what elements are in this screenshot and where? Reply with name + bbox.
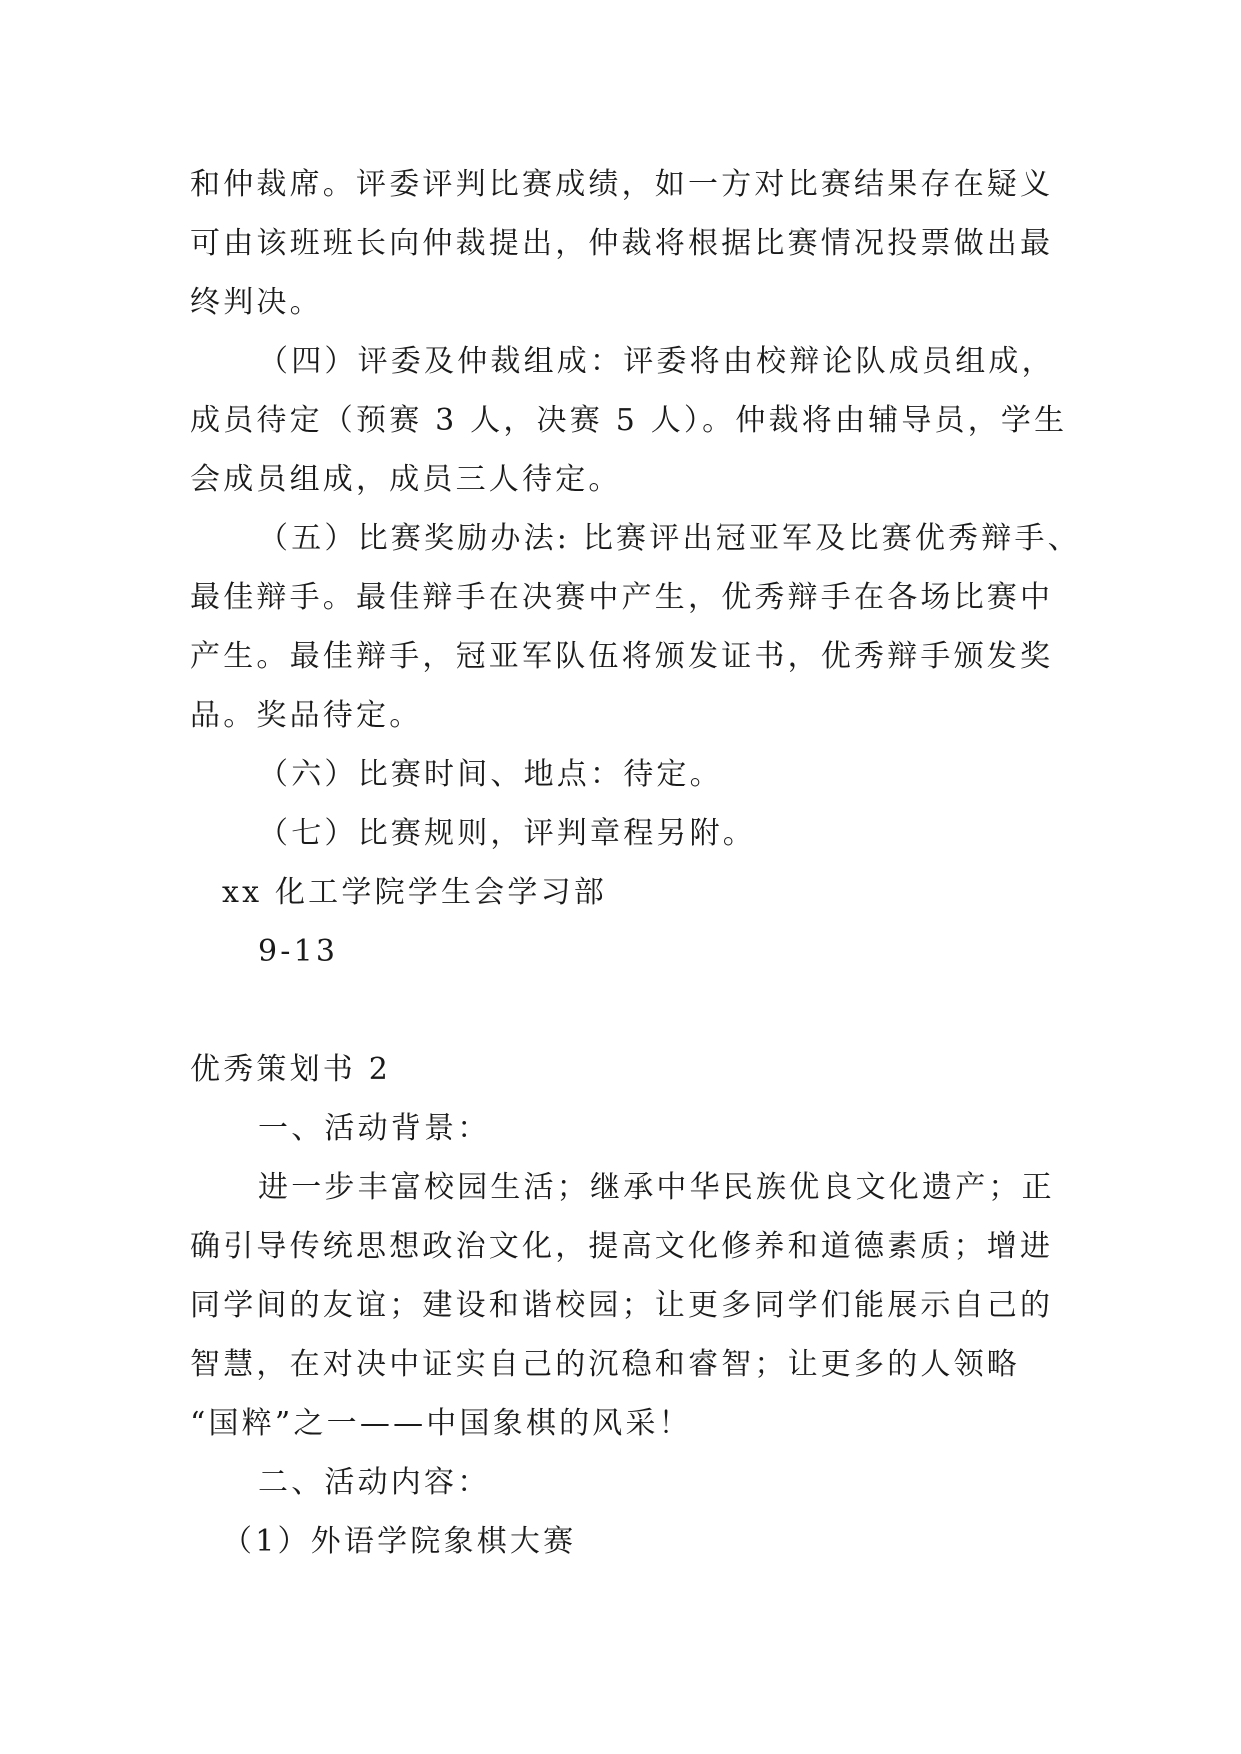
signature-date: 9-13 [258,934,339,969]
paragraph-line: 同学间的友谊；建设和谐校园；让更多同学们能展示自己的 [190,1288,1054,1323]
paragraph-line: 和仲裁席。评委评判比赛成绩，如一方对比赛结果存在疑义 [190,167,1054,202]
paragraph-line: 确引导传统思想政治文化，提高文化修养和道德素质；增进 [190,1229,1054,1264]
section-seven-heading: （七）比赛规则，评判章程另附。 [258,816,756,851]
paragraph-line: 终判决。 [190,285,323,320]
section-four-heading: （四）评委及仲裁组成：评委将由校辩论队成员组成， [258,344,1055,379]
paragraph-line: 品。奖品待定。 [190,698,423,733]
paragraph-line: 产生。最佳辩手，冠亚军队伍将颁发证书，优秀辩手颁发奖 [190,639,1054,674]
section-five-heading: （五）比赛奖励办法: 比赛评出冠亚军及比赛优秀辩手、 [258,521,1081,556]
signature-organization: xx 化工学院学生会学习部 [222,875,607,910]
list-item: （1）外语学院象棋大赛 [222,1524,577,1559]
section-heading-content: 二、活动内容： [258,1465,491,1500]
paragraph-line: 智慧，在对决中证实自己的沉稳和睿智；让更多的人领略 [190,1347,1020,1382]
paragraph-line: “国粹”之一——中国象棋的风采！ [190,1406,692,1441]
paragraph-line: 成员待定（预赛 3 人，决赛 5 人）。仲裁将由辅导员，学生 [190,403,1068,438]
paragraph-line: 可由该班班长向仲裁提出，仲裁将根据比赛情况投票做出最 [190,226,1054,261]
section-heading-background: 一、活动背景： [258,1111,491,1146]
paragraph-line: 会成员组成，成员三人待定。 [190,462,622,497]
paragraph-line: 进一步丰富校园生活；继承中华民族优良文化遗产；正 [258,1170,1055,1205]
paragraph-line: 最佳辩手。最佳辩手在决赛中产生，优秀辩手在各场比赛中 [190,580,1054,615]
section-six-heading: （六）比赛时间、地点：待定。 [258,757,723,792]
document-title: 优秀策划书 2 [190,1052,392,1087]
